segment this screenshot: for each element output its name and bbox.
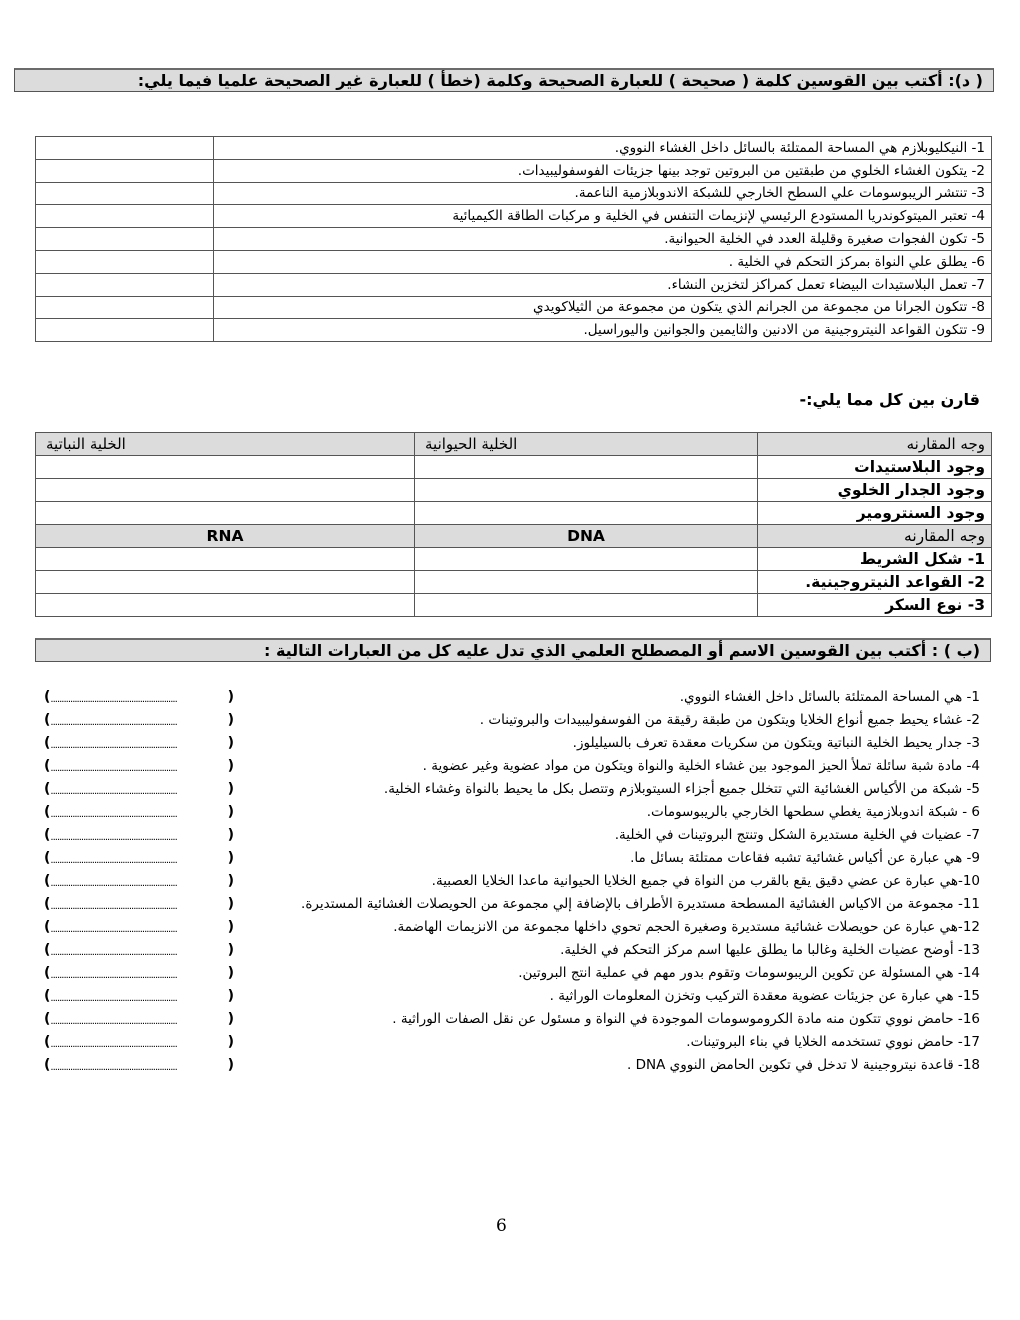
answer-blank[interactable] — [44, 824, 234, 849]
item-text: 15- هي عبارة عن جزيئات عضوية معقدة التركيب وتخزن المعلومات الوراثية . — [549, 988, 980, 1004]
answer-blank[interactable] — [44, 962, 234, 987]
open-paren: ( — [44, 850, 51, 866]
dotted-line: .......................................................... — [50, 924, 177, 935]
page-number: 6 — [496, 1216, 507, 1236]
fill-in-item — [36, 778, 992, 801]
close-paren: ) — [227, 988, 234, 1004]
fill-in-item — [36, 962, 992, 985]
fill-in-item — [36, 709, 992, 732]
header-animal-cell: الخلية الحيوانية — [415, 433, 758, 456]
close-paren: ) — [227, 781, 234, 797]
statement-text: 9- تتكون القواعد النيتروجينية من الادنين والثايمين والجوانين واليوراسيل. — [214, 319, 992, 342]
dotted-line: .......................................................... — [50, 855, 177, 866]
comparison-row — [36, 548, 992, 571]
section-d-title: ( د): أكتب بين القوسين كلمة ( صحيحة ) للعبارة الصحيحة وكلمة (خطأ ) للعبارة غير الصحيحة علميا فيما يلي: — [14, 68, 994, 92]
item-text: 5- شبكة من الأكياس الغشائية التي تتخلل جميع أجزاء السيتوبلازم وتتصل بكل ما يحيط بالنواة وغشاء الخلية. — [383, 781, 980, 797]
item-text: 14- هي المسئولة عن تكوين الريبوسومات وتقوم بدور مهم في عملية انتج البروتين. — [518, 965, 980, 981]
fill-in-item — [36, 732, 992, 755]
close-paren: ) — [227, 965, 234, 981]
dotted-line: .......................................................... — [50, 878, 177, 889]
answer-blank[interactable] — [44, 893, 234, 918]
fill-in-item — [36, 686, 992, 709]
close-paren: ) — [227, 850, 234, 866]
open-paren: ( — [44, 689, 51, 705]
dotted-line: .......................................................... — [50, 694, 177, 705]
comparison-row — [36, 502, 992, 525]
compare-title: قارن بين كل مما يلي:- — [799, 390, 980, 409]
fill-in-item — [36, 870, 992, 893]
answer-cell[interactable] — [36, 319, 214, 342]
statement-row — [36, 159, 992, 182]
item-text: 10-هي عبارة عن عضي دقيق يقع بالقرب من النواة في جميع الخلايا الحيوانية ماعدا الخلايا العصبية. — [431, 873, 980, 889]
item-text: 7- عضيات في الخلية مستديرة الشكل وتنتج البروتينات في الخلية. — [614, 827, 980, 843]
answer-blank[interactable] — [44, 778, 234, 803]
comparison-header-row-dna-rna — [36, 525, 992, 548]
open-paren: ( — [44, 1011, 51, 1027]
dotted-line: .......................................................... — [50, 947, 177, 958]
header-plant-cell: الخلية النباتية — [36, 433, 415, 456]
statement-row — [36, 319, 992, 342]
open-paren: ( — [44, 988, 51, 1004]
fill-in-item — [36, 1008, 992, 1031]
answer-blank[interactable] — [44, 1008, 234, 1033]
close-paren: ) — [227, 942, 234, 958]
answer-blank[interactable] — [44, 847, 234, 872]
header-dna: DNA — [415, 525, 758, 548]
answer-cell[interactable] — [36, 159, 214, 182]
item-text: 2- غشاء يحيط جميع أنواع الخلايا ويتكون من طبقة رقيقة من الفوسفوليبيدات والبروتينات . — [479, 712, 980, 728]
fill-in-item — [36, 916, 992, 939]
dotted-line: .......................................................... — [50, 740, 177, 751]
answer-cell[interactable] — [36, 137, 214, 160]
close-paren: ) — [227, 1011, 234, 1027]
answer-cell[interactable] — [36, 296, 214, 319]
item-text: 13- أوضح عضيات الخلية وغالبا ما يطلق عليها اسم مركز التحكم في الخلية. — [560, 942, 980, 958]
dotted-line: .......................................................... — [50, 970, 177, 981]
dotted-line: .......................................................... — [50, 1039, 177, 1050]
comparison-table — [35, 432, 992, 617]
close-paren: ) — [227, 1057, 234, 1073]
open-paren: ( — [44, 919, 51, 935]
fill-in-item — [36, 847, 992, 870]
close-paren: ) — [227, 919, 234, 935]
open-paren: ( — [44, 781, 51, 797]
answer-cell[interactable] — [415, 479, 758, 502]
statement-row — [36, 205, 992, 228]
close-paren: ) — [227, 758, 234, 774]
answer-cell[interactable] — [36, 571, 415, 594]
dotted-line: .......................................................... — [50, 993, 177, 1004]
comparison-row — [36, 571, 992, 594]
answer-cell[interactable] — [36, 479, 415, 502]
statement-text: 8- تتكون الجرانا من مجموعة من الجرانم الذي يتكون من مجموعة من الثيلاكويدي — [214, 296, 992, 319]
item-text: 17- حامض نووي تستخدمه الخلايا في بناء البروتينات. — [686, 1034, 980, 1050]
statement-text: 3- تنتشر الريبوسومات علي السطح الخارجي للشبكة الاندوبلازمية الناعمة. — [214, 182, 992, 205]
answer-cell[interactable] — [36, 594, 415, 617]
fill-in-item — [36, 893, 992, 916]
answer-cell[interactable] — [415, 594, 758, 617]
item-text: 9- هي عبارة عن أكياس غشائية تشبه فقاعات ممتلئة بسائل ما. — [630, 850, 980, 866]
statement-text: 7- تعمل البلاستيدات البيضاء تعمل كمراكز لتخزين النشاء. — [214, 273, 992, 296]
open-paren: ( — [44, 804, 51, 820]
row-label: وجود السنترومير — [758, 502, 992, 525]
fill-in-item — [36, 985, 992, 1008]
dotted-line: .......................................................... — [50, 832, 177, 843]
true-false-table — [35, 136, 992, 342]
statement-text: 1- النيكليوبلازم هي المساحة الممتلئة بالسائل داخل الغشاء النووي. — [214, 137, 992, 160]
close-paren: ) — [227, 735, 234, 751]
item-text: 4- مادة شبة سائلة تملأ الحيز الموجود بين غشاء الخلية والنواة ويتكون من مواد عضوية وغير عضوية . — [422, 758, 980, 774]
dotted-line: .......................................................... — [50, 786, 177, 797]
answer-blank[interactable] — [44, 801, 234, 826]
comparison-row — [36, 479, 992, 502]
statement-text: 5- تكون الفجوات صغيرة وقليلة العدد في الخلية الحيوانية. — [214, 228, 992, 251]
comparison-row — [36, 594, 992, 617]
fill-in-item — [36, 801, 992, 824]
fill-in-item — [36, 1054, 992, 1077]
section-b-title: (ب ) : أكتب بين القوسين الاسم أو المصطلح العلمي الذي تدل عليه كل من العبارات التالية : — [35, 638, 991, 662]
dotted-line: .......................................................... — [50, 763, 177, 774]
answer-cell[interactable] — [36, 182, 214, 205]
answer-cell[interactable] — [36, 228, 214, 251]
answer-cell[interactable] — [415, 456, 758, 479]
comparison-row — [36, 456, 992, 479]
open-paren: ( — [44, 758, 51, 774]
statement-row — [36, 228, 992, 251]
answer-cell[interactable] — [36, 456, 415, 479]
open-paren: ( — [44, 873, 51, 889]
row-label: 1- شكل الشريط — [758, 548, 992, 571]
header-aspect: وجه المقارنه — [758, 525, 992, 548]
comparison-header-row — [36, 433, 992, 456]
statement-row — [36, 250, 992, 273]
open-paren: ( — [44, 965, 51, 981]
answer-blank[interactable] — [44, 686, 234, 711]
close-paren: ) — [227, 804, 234, 820]
item-text: 18- قاعدة نيتروجينية لا تدخل في تكوين الحامض النووي DNA . — [627, 1057, 980, 1073]
answer-cell[interactable] — [415, 502, 758, 525]
statement-text: 6- يطلق علي النواة بمركز التحكم في الخلية . — [214, 250, 992, 273]
open-paren: ( — [44, 827, 51, 843]
row-label: 2- القواعد النيتروجينية. — [758, 571, 992, 594]
dotted-line: .......................................................... — [50, 1062, 177, 1073]
fill-in-item — [36, 824, 992, 847]
item-text: 16- حامض نووي تتكون منه مادة الكروموسومات الموجودة في النواة و مسئول عن نقل الصفات الوراثية . — [392, 1011, 980, 1027]
header-aspect: وجه المقارنه — [758, 433, 992, 456]
answer-cell[interactable] — [36, 502, 415, 525]
dotted-line: .......................................................... — [50, 809, 177, 820]
row-label: وجود البلاستيدات — [758, 456, 992, 479]
answer-cell[interactable] — [36, 205, 214, 228]
open-paren: ( — [44, 712, 51, 728]
statement-row — [36, 273, 992, 296]
open-paren: ( — [44, 1057, 51, 1073]
statement-text: 2- يتكون الغشاء الخلوي من طبقتين من البروتين توجد بينها جزيئات الفوسفوليبيدات. — [214, 159, 992, 182]
dotted-line: .......................................................... — [50, 901, 177, 912]
statement-row — [36, 296, 992, 319]
close-paren: ) — [227, 827, 234, 843]
answer-blank[interactable] — [44, 755, 234, 780]
item-text: 1- هي المساحة الممتلئة بالسائل داخل الغشاء النووي. — [679, 689, 980, 705]
answer-blank[interactable] — [44, 1054, 234, 1079]
answer-cell[interactable] — [36, 273, 214, 296]
answer-blank[interactable] — [44, 870, 234, 895]
close-paren: ) — [227, 712, 234, 728]
open-paren: ( — [44, 896, 51, 912]
close-paren: ) — [227, 873, 234, 889]
item-text: 6 - شبكة اندوبلازمية يغطي سطحها الخارجي بالريبوسومات. — [646, 804, 980, 820]
row-label: وجود الجدار الخلوي — [758, 479, 992, 502]
item-text: 3- جدار يحيط الخلية النباتية ويتكون من سكريات معقدة تعرف بالسيليلوز. — [572, 735, 980, 751]
statement-text: 4- تعتبر الميتوكوندريا المستودع الرئيسي لإنزيمات التنفس في الخلية و مركبات الطاقة الكيميائية — [214, 205, 992, 228]
answer-blank[interactable] — [44, 985, 234, 1010]
close-paren: ) — [227, 689, 234, 705]
open-paren: ( — [44, 942, 51, 958]
dotted-line: .......................................................... — [50, 717, 177, 728]
answer-cell[interactable] — [36, 548, 415, 571]
answer-blank[interactable] — [44, 732, 234, 757]
statement-row — [36, 182, 992, 205]
answer-cell[interactable] — [415, 571, 758, 594]
answer-blank[interactable] — [44, 1031, 234, 1056]
open-paren: ( — [44, 735, 51, 751]
statement-row — [36, 137, 992, 160]
answer-cell[interactable] — [36, 250, 214, 273]
fill-in-item — [36, 939, 992, 962]
fill-in-item — [36, 755, 992, 778]
item-text: 12-هي عبارة عن حويصلات غشائية مستديرة وصغيرة الحجم تحوي داخلها مجموعة من الانزيمات الهاضمة. — [393, 919, 980, 935]
answer-blank[interactable] — [44, 709, 234, 734]
close-paren: ) — [227, 896, 234, 912]
open-paren: ( — [44, 1034, 51, 1050]
answer-cell[interactable] — [415, 548, 758, 571]
dotted-line: .......................................................... — [50, 1016, 177, 1027]
row-label: 3- نوع السكر — [758, 594, 992, 617]
fill-in-item — [36, 1031, 992, 1054]
answer-blank[interactable] — [44, 916, 234, 941]
fill-in-list — [36, 686, 992, 1077]
item-text: 11- مجموعة من الاكياس الغشائية المسطحة مستديرة الأطراف بالإضافة إلي مجموعة من الحويصلات الغشائية المستديرة. — [301, 896, 980, 912]
header-rna: RNA — [36, 525, 415, 548]
answer-blank[interactable] — [44, 939, 234, 964]
close-paren: ) — [227, 1034, 234, 1050]
